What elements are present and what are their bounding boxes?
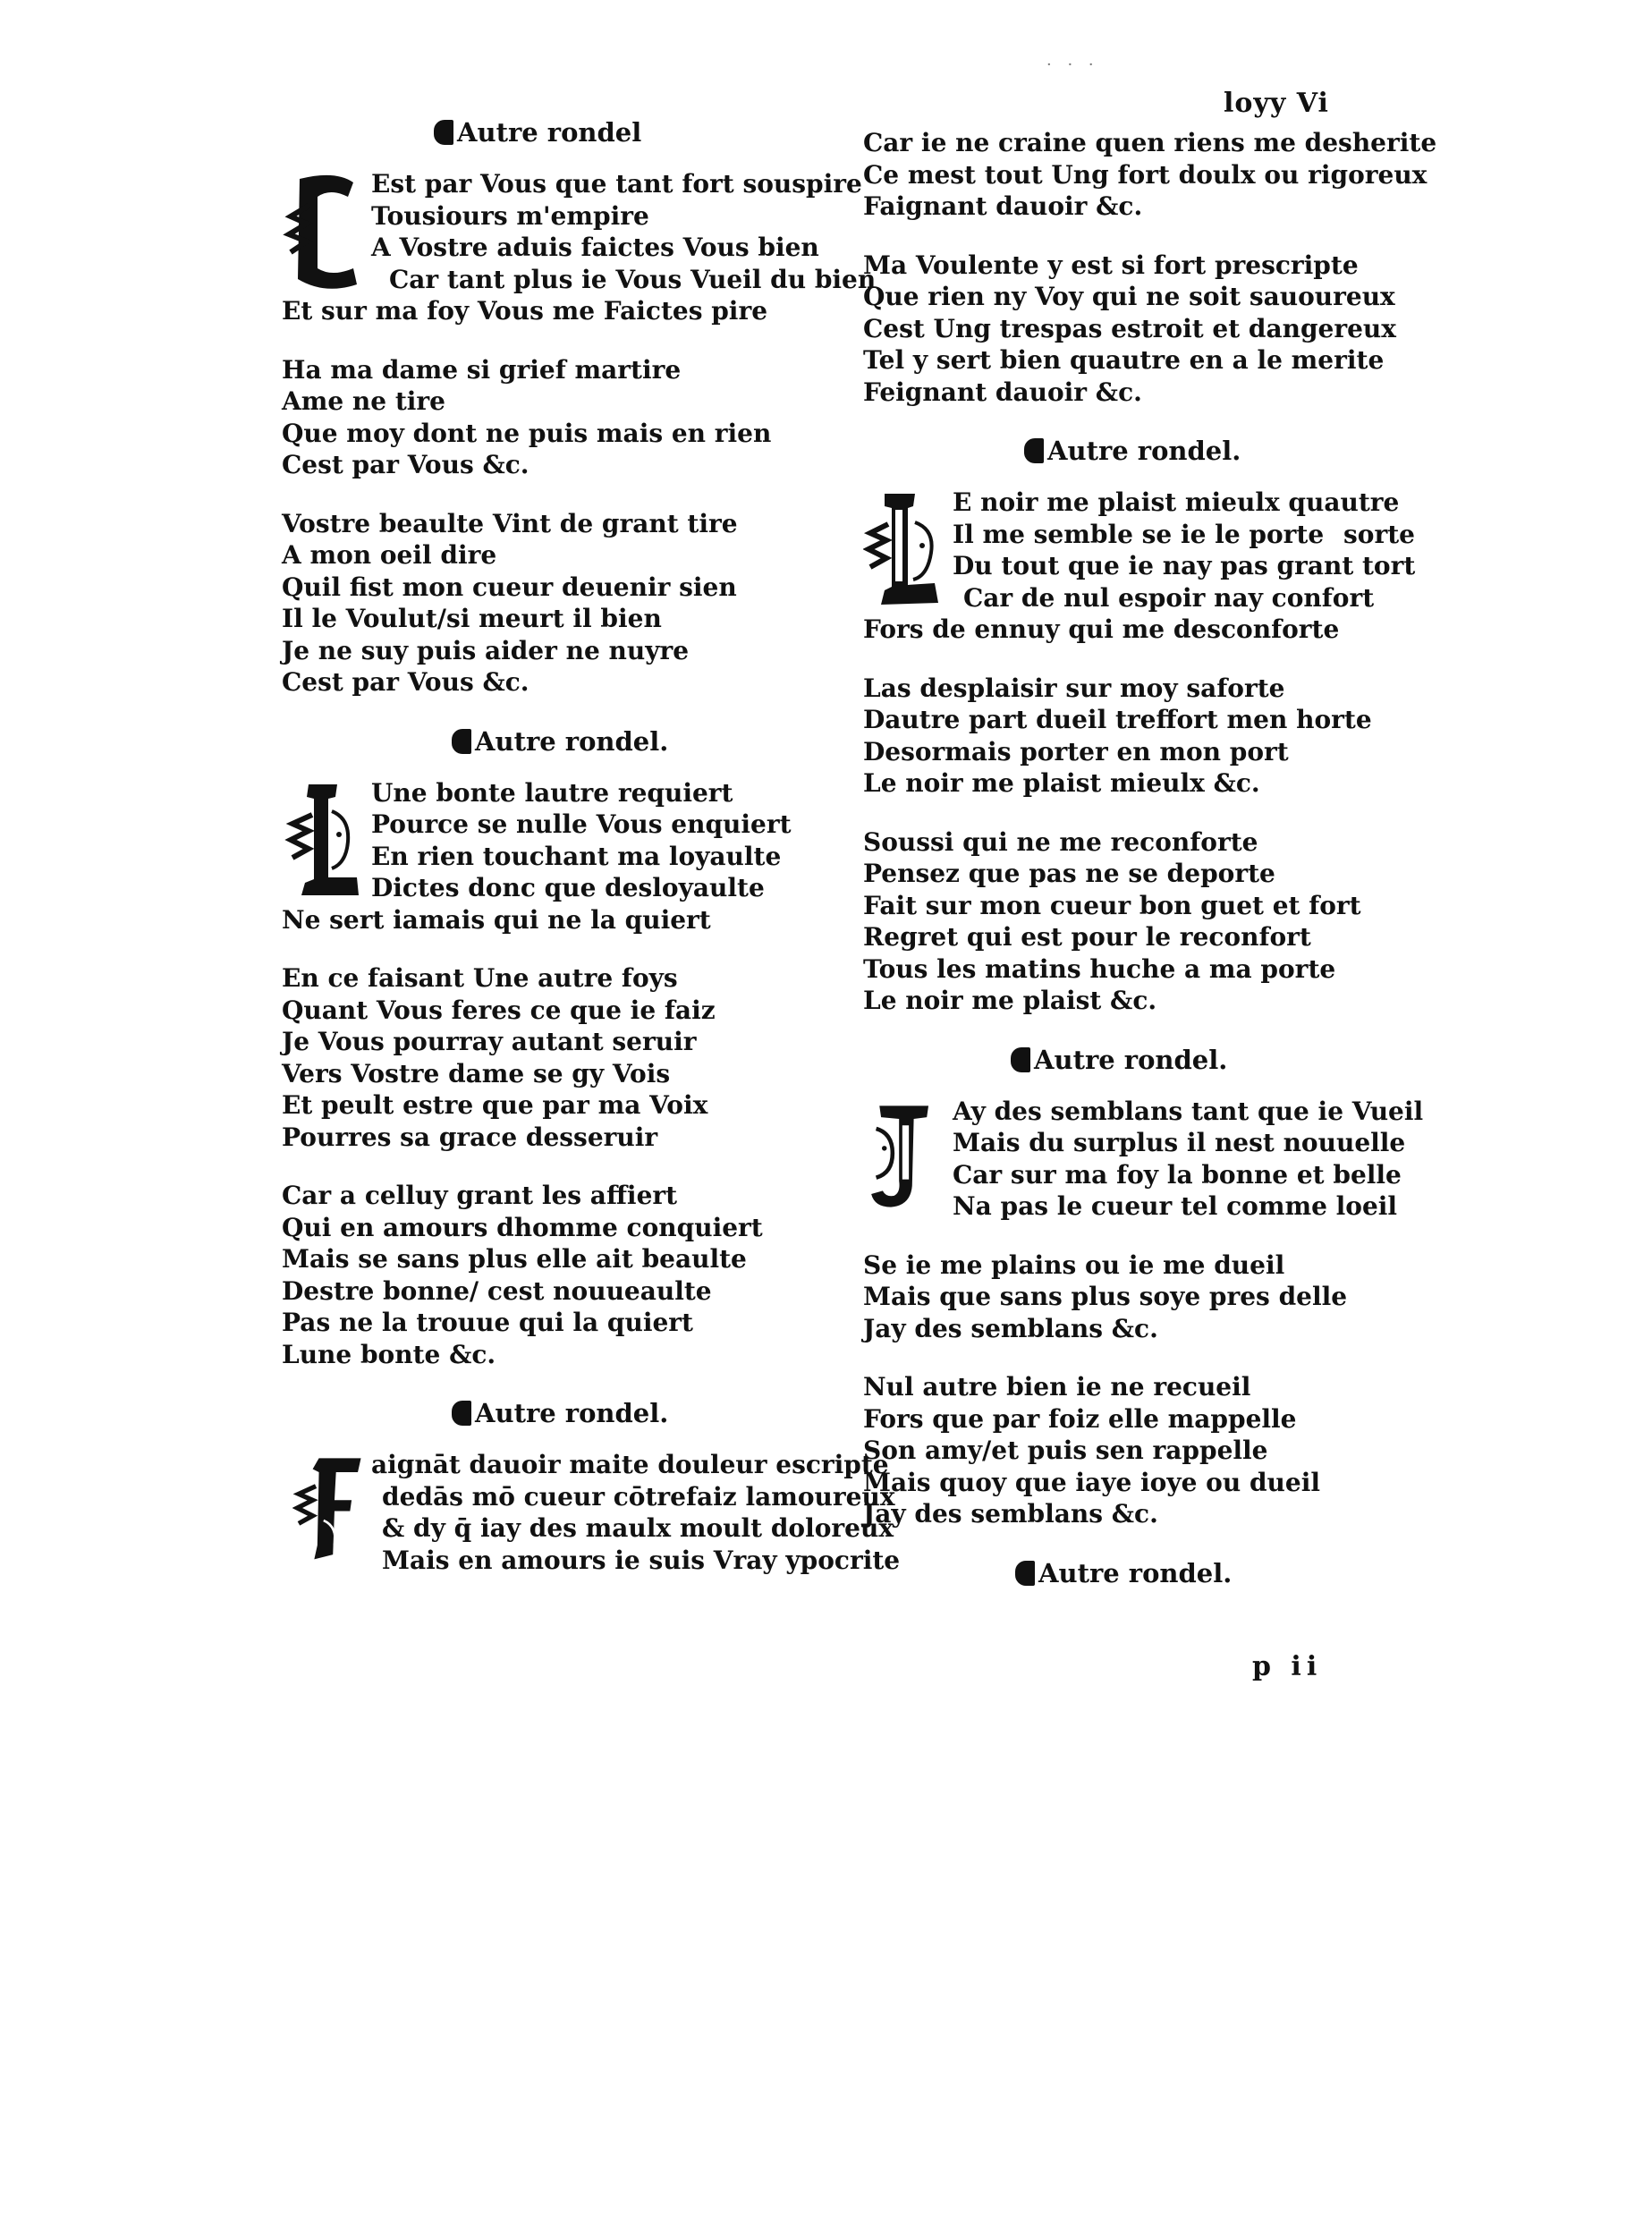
poem4-stanza2 [863,673,1418,800]
poem5-line: Se ie me plains ou ie me dueil [863,1249,1285,1280]
poem2-line: Quant Vous feres ce que ie faiz [282,995,716,1025]
poem3-line: Ce mest tout Ung fort doulx ou rigoreux [863,159,1427,190]
poem5-stanza3 [863,1371,1418,1530]
signature-mark: p ii [1252,1651,1323,1682]
poem4-line: Fait sur mon cueur bon guet et fort [863,890,1361,920]
pilcrow-icon [1015,1561,1035,1586]
poem4-line: Le noir me plaist mieulx &c. [863,768,1260,798]
poem2-line: Et peult estre que par ma Voix [282,1090,708,1120]
poem4-stanza3 [863,826,1418,1017]
poem2-line: Pource se nulle Vous enquiert [371,809,792,839]
poem6-heading: Autre rondel. [863,1557,1418,1589]
poem2-stanza1 [282,777,836,936]
pilcrow-icon [434,120,453,145]
poem1-heading: Autre rondel [282,116,836,148]
poem3-line: dedās mō cueur cōtrefaiz lamoureux [382,1481,895,1512]
poem5-line: Ay des semblans tant que ie Vueil [953,1096,1424,1126]
poem2-line: Pas ne la trouue qui la quiert [282,1308,693,1337]
poem5-line: Mais du surplus il nest nouuelle [953,1128,1406,1157]
pilcrow-icon [452,1401,471,1426]
poem2-line: En ce faisant Une autre foys [282,963,678,993]
poem2-line: Destre bonne/ cest nouueaulte [282,1275,712,1306]
poem3-stanza2 [863,250,1418,409]
poem4-heading: Autre rondel. [863,435,1418,467]
poem3-line: Tel y sert bien quautre en a le merite [863,345,1385,375]
poem5-line: Fors que par foiz elle mappelle [863,1403,1297,1434]
poem4-line: Pensez que pas ne se deporte [863,859,1275,888]
poem1-line: A Vostre aduis faictes Vous bien [371,233,819,262]
poem5-line: Mais que sans plus soye pres delle [863,1282,1348,1311]
left-column [282,116,901,1603]
poem1-line: Je ne suy puis aider ne nuyre [282,635,690,665]
poem1-line: Cest par Vous &c. [282,450,529,479]
poem2-line: En rien touchant ma loyaulte [371,841,782,871]
top-marks: · · · [1046,55,1099,74]
poem5-heading: Autre rondel. [863,1044,1418,1076]
poem4-line: Car de nul espoir nay confort [963,582,1375,613]
poem3-stanza1 [282,1449,901,1576]
poem5-line: Mais quoy que iaye ioye ou dueil [863,1467,1320,1497]
poem3-line: & dy q̄ iay des maulx moult doloreux [382,1513,894,1543]
poem2-line: Qui en amours dhomme conquiert [282,1212,763,1242]
poem3-line: Mais en amours ie suis Vray ypocrite [382,1545,901,1575]
poem4-line: Le noir me plaist &c. [863,986,1157,1015]
poem1-stanza1 [282,168,877,327]
folio-number: loyy Vi [1224,88,1329,119]
poem3-line: Feignant dauoir &c. [863,377,1142,407]
poem2-line: Une bonte lautre requiert [371,777,733,808]
poem2-line: Je Vous pourray autant seruir [282,1027,697,1056]
poem1-line: Vostre beaulte Vint de grant tire [282,508,738,538]
poem4-line: Regret qui est pour le reconfort [863,922,1311,952]
poem1-line: Est par Vous que tant fort souspire [371,169,862,199]
poem2-line: Dictes donc que desloyaulte [371,873,765,902]
poem3-line: Car ie ne craine quen riens me desherite [863,128,1437,157]
poem1-line: Cest par Vous &c. [282,667,529,697]
poem2-line: Mais se sans plus elle ait beaulte [282,1244,747,1274]
poem2-line: Pourres sa grace desseruir [282,1122,658,1152]
poem3-heading: Autre rondel. [282,1397,836,1429]
poem1-line: Car tant plus ie Vous Vueil du bien [389,264,877,294]
poem2-line: Vers Vostre dame se gy Vois [282,1058,671,1088]
poem3-line: Ma Voulente y est si fort prescripte [863,250,1359,280]
poem3-stanza1-continued [863,127,1437,223]
poem1-line: Il le Voulut/si meurt il bien [282,604,662,633]
poem4-line: Soussi qui ne me reconforte [863,826,1258,857]
poem5-line: Nul autre bien ie ne recueil [863,1372,1251,1402]
poem4-line: Las desplaisir sur moy saforte [863,673,1285,703]
poem5-line: Na pas le cueur tel comme loeil [953,1191,1398,1221]
poem2-stanza2 [282,962,836,1153]
poem4-line: Tous les matins huche a ma porte [863,953,1336,984]
pilcrow-icon [452,729,471,754]
poem5-line: Jay des semblans &c. [863,1499,1158,1529]
poem4-stanza1 [863,487,1418,646]
initial-l-woodcut [282,779,364,901]
line-end-tag: sorte [1343,519,1415,549]
poem3-line: Cest Ung trespas estroit et dangereux [863,313,1396,343]
poem1-line: Que moy dont ne puis mais en rien [282,418,772,448]
poem3-line: Faignant dauoir &c. [863,191,1143,221]
poem1-line: Quil fist mon cueur deuenir sien [282,572,737,602]
poem4-line: Fors de ennuy qui me desconforte [863,614,1340,644]
poem3-line: Que rien ny Voy qui ne soit sauoureux [863,282,1395,311]
poem1-line: A mon oeil dire [282,540,497,570]
poem1-line: Ha ma dame si grief martire [282,354,682,385]
poem2-heading: Autre rondel. [282,725,836,758]
poem4-line: Desormais porter en mon port [863,736,1289,767]
poem5-line: Jay des semblans &c. [863,1313,1158,1343]
pilcrow-icon [1011,1047,1030,1072]
poem1-line: Ame ne tire [282,386,445,416]
poem4-line: Il me semble se ie le porte sorte [953,519,1415,549]
poem5-stanza2 [863,1249,1418,1345]
poem5-line: Son amy/et puis sen rappelle [863,1436,1268,1465]
poem2-line: Ne sert iamais qui ne la quiert [282,904,711,935]
poem5-stanza1 [863,1096,1424,1223]
initial-c-woodcut [282,170,364,292]
poem3-line: aignāt dauoir maite douleur escripte [371,1450,889,1479]
poem1-stanza3 [282,508,836,699]
poem1-line: Tousiours m'empire [371,200,649,231]
poem4-line: Dautre part dueil treffort men horte [863,705,1372,734]
poem1-stanza2 [282,354,836,481]
right-column [863,116,1437,1609]
poem1-line: Et sur ma foy Vous me Faictes pire [282,296,768,326]
poem4-line: Du tout que ie nay pas grant tort [953,551,1416,580]
poem2-line: Car a celluy grant les affiert [282,1181,678,1210]
initial-f-woodcut [292,1451,364,1565]
poem2-line: Lune bonte &c. [282,1339,496,1369]
initial-j-woodcut [863,1097,938,1215]
poem5-line: Car sur ma foy la bonne et belle [953,1159,1402,1190]
poem2-stanza3 [282,1180,836,1370]
pilcrow-icon [1024,438,1044,463]
poem4-line: E noir me plaist mieulx quautre [953,487,1400,517]
